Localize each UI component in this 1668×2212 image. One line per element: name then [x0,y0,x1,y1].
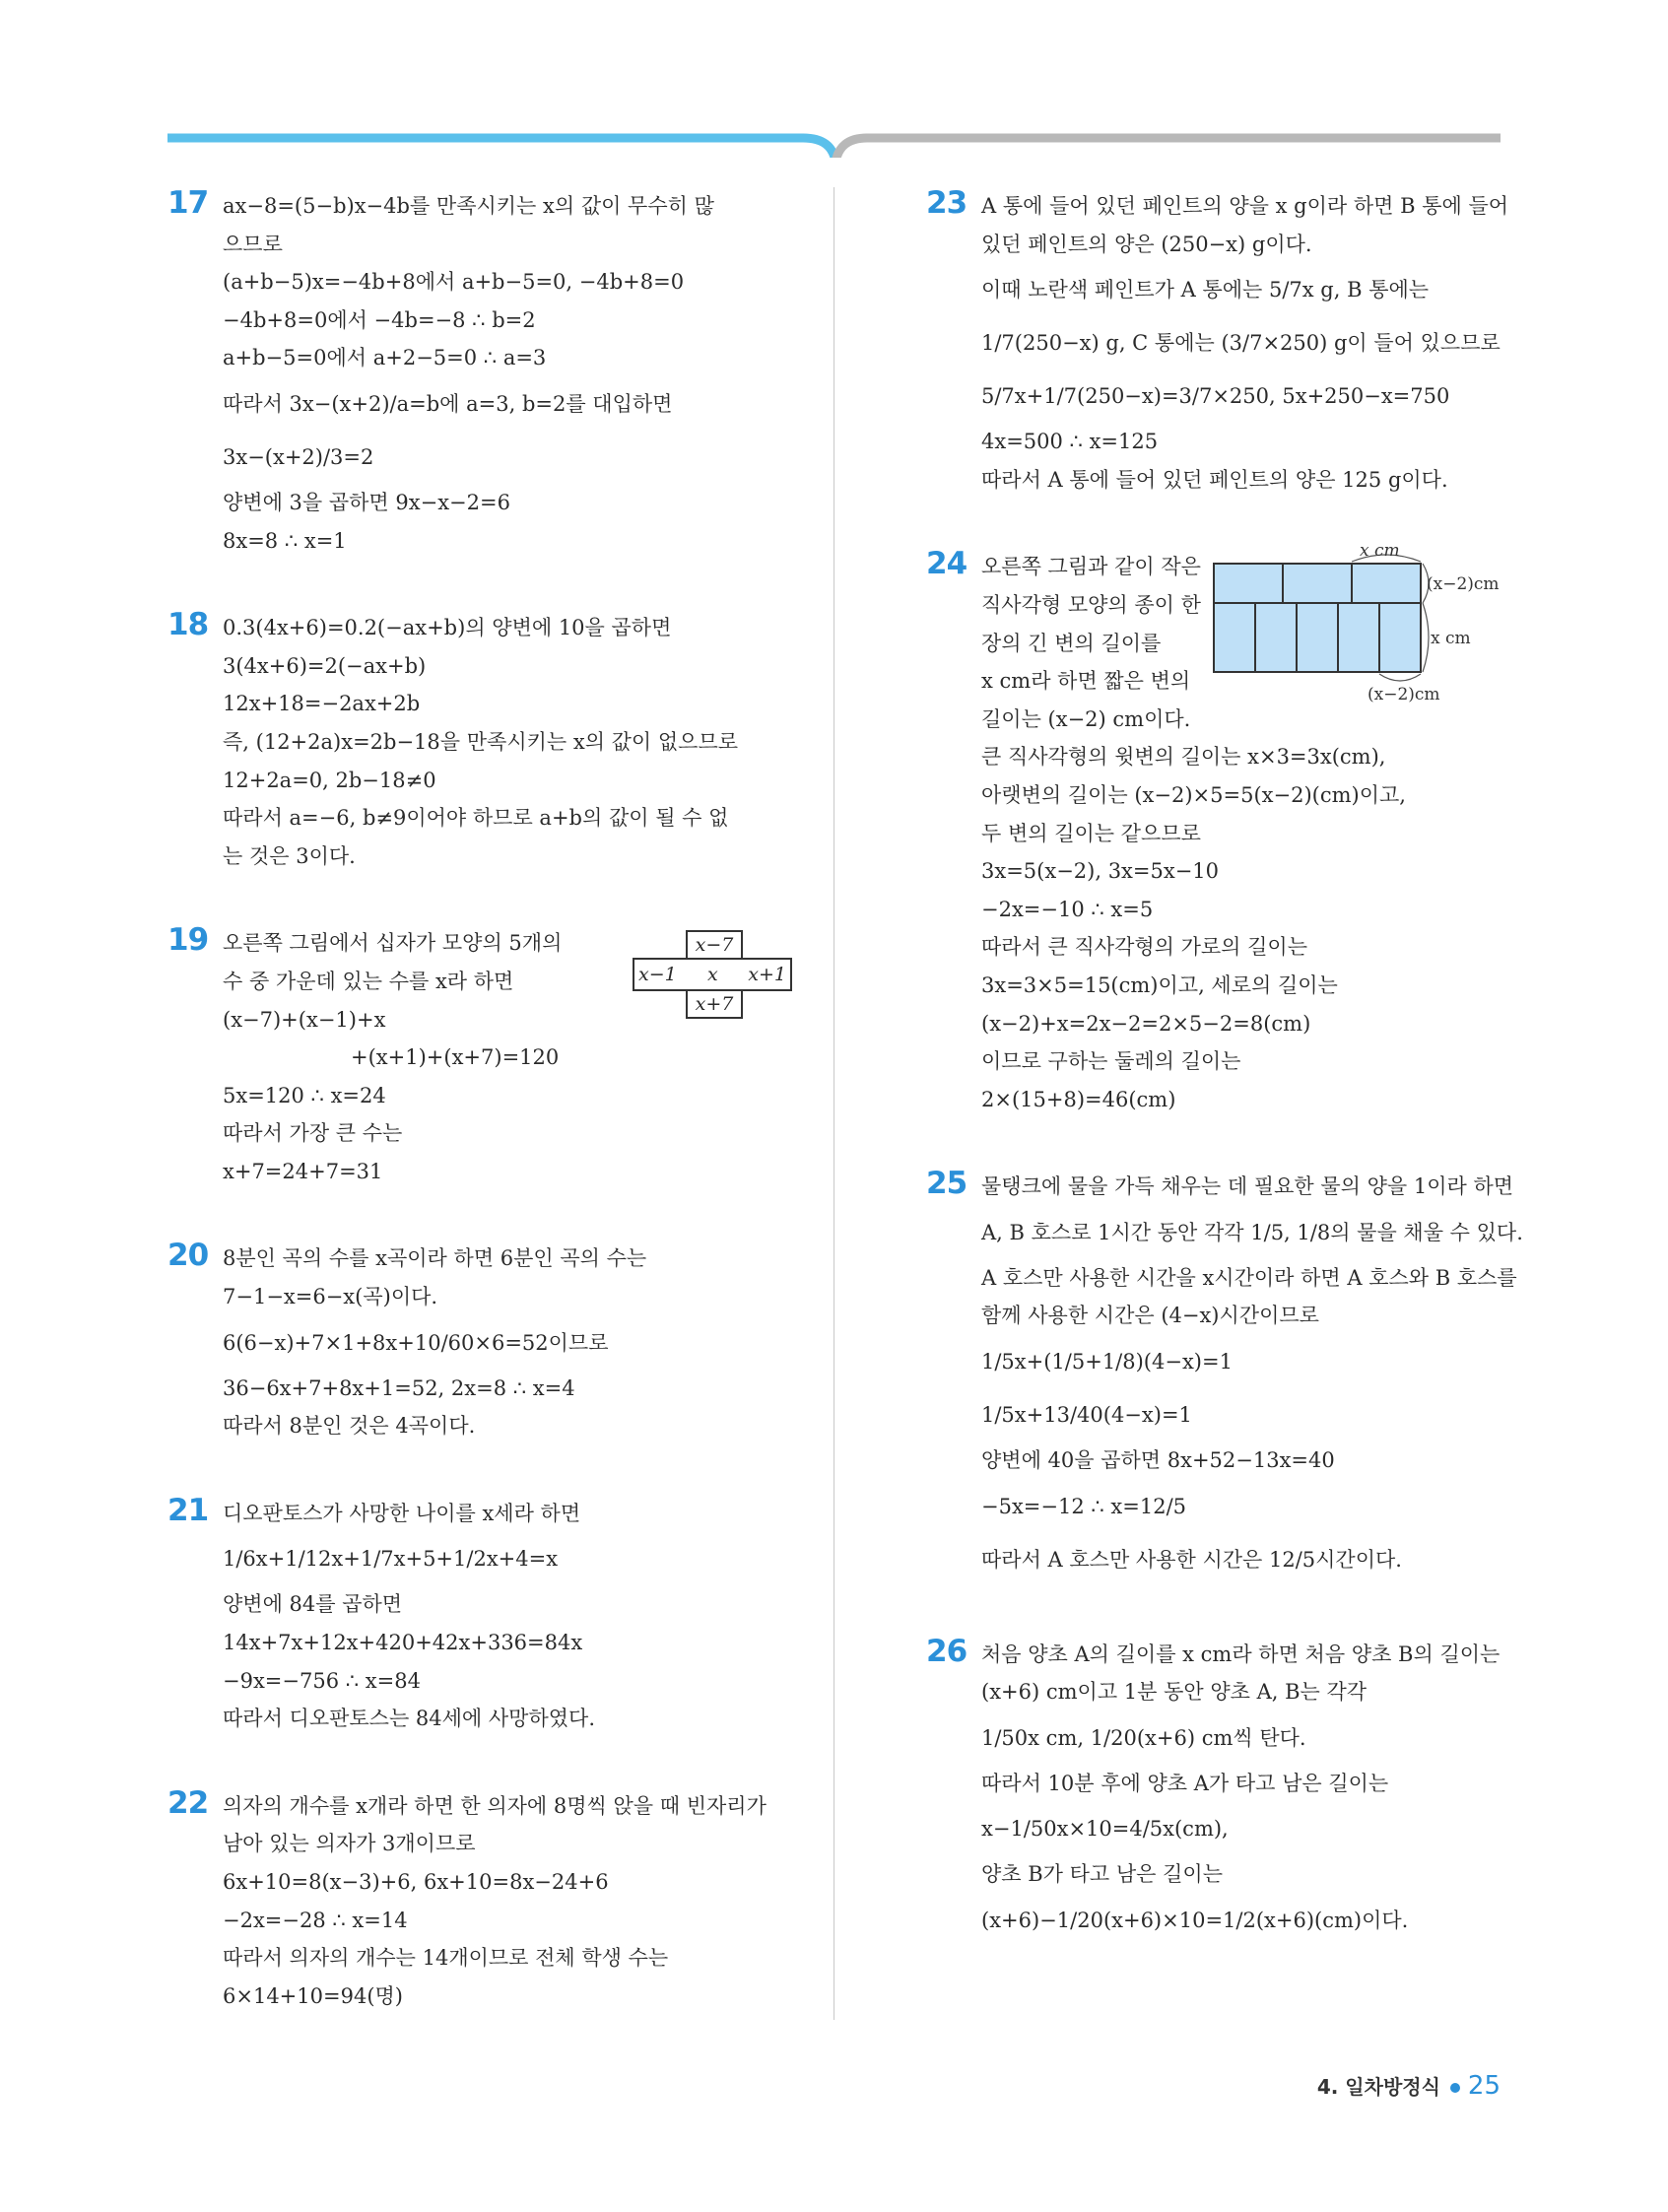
problem-22 [167,1784,798,2016]
solution-line: 5x=120 ∴ x=24 [223,1083,386,1107]
solution-line: 남아 있는 의자가 3개이므로 [223,1832,476,1856]
problem-26 [926,1633,1507,1947]
solution-line: 3x−(x+2)/3=2 [223,444,374,469]
label-bottom: (x−2)cm [1368,685,1440,705]
solution-line: 길이는 (x−2) cm이다. [981,706,1191,731]
solution-line: 12+2a=0, 2b−18≠0 [223,768,436,792]
bullet-icon [1450,2083,1460,2093]
solution-line: 따라서 큰 직사각형의 가로의 길이는 [981,935,1307,960]
rect-top-1 [1214,564,1283,603]
solution-line: 1/6x+1/12x+1/7x+5+1/2x+4=x [223,1547,559,1572]
problem-number: 23 [926,185,967,221]
rect-top-2 [1283,564,1352,603]
solution-line: x−1/50x×10=4/5x(cm), [981,1817,1229,1842]
solution-line: 1/5x+(1/5+1/8)(4−x)=1 [981,1350,1233,1374]
cross-bottom-cell: x+7 [686,989,743,1019]
solution-line: 따라서 a=−6, b≠9이어야 하므로 a+b의 값이 될 수 없 [223,806,729,831]
solution-line: 는 것은 3이다. [223,843,356,868]
rect-bot-2 [1255,603,1297,672]
problem-21 [167,1492,798,1738]
problem-25 [926,1166,1523,1585]
solution-line: (a+b−5)x=−4b+8에서 a+b−5=0, −4b+8=0 [223,270,685,295]
solution-line: 의자의 개수를 x개라 하면 한 의자에 8명씩 앉을 때 빈자리가 [223,1793,767,1818]
solution-line: 장의 긴 변의 길이를 [981,631,1162,655]
solution-line: 따라서 A 통에 들어 있던 페인트의 양은 125 g이다. [981,467,1448,492]
solution-line: −4b+8=0에서 −4b=−8 ∴ b=2 [223,307,536,332]
header-bar-right [835,138,1501,158]
problem-number: 25 [926,1166,967,1202]
solution-line: 14x+7x+12x+420+42x+336=84x [223,1631,583,1655]
rectangle-figure [1212,542,1507,709]
solution-line: 양초 B가 타고 남은 길이는 [981,1862,1223,1887]
solution-line: 이때 노란색 페인트가 A 통에는 5/7x g, B 통에는 [981,278,1430,302]
solution-line: x+7=24+7=31 [223,1159,383,1183]
solution-line: 큰 직사각형의 윗변의 길이는 x×3=3x(cm), [981,745,1386,770]
solution-line: −5x=−12 ∴ x=12/5 [981,1494,1187,1518]
problem-number: 18 [167,607,209,643]
label-right-top: (x−2)cm [1427,574,1500,595]
rect-bot-5 [1379,603,1421,672]
solution-line: 6(6−x)+7×1+8x+10/60×6=52이므로 [223,1330,609,1355]
page-footer [1317,2071,1501,2101]
solution-line: 4x=500 ∴ x=125 [981,430,1159,454]
solution-line: 0.3(4x+6)=0.2(−ax+b)의 양변에 10을 곱하면 [223,616,672,640]
solution-line: +(x+1)+(x+7)=120 [351,1045,560,1070]
left-column [167,187,798,2015]
rect-bot-3 [1297,603,1338,672]
solution-line: 따라서 의자의 개수는 14개이므로 전체 학생 수는 [223,1946,669,1971]
solution-line: (x−7)+(x−1)+x [223,1007,386,1032]
solution-line: 처음 양초 A의 길이를 x cm라 하면 처음 양초 B의 길이는 [981,1642,1501,1666]
solution-line: 5/7x+1/7(250−x)=3/7×250, 5x+250−x=750 [981,384,1450,409]
solution-line: A 호스만 사용한 시간을 x시간이라 하면 A 호스와 B 호스를 [981,1265,1517,1290]
solution-line: (x−2)+x=2x−2=2×5−2=8(cm) [981,1011,1311,1036]
problem-20 [167,1240,798,1444]
cross-middle-row [633,958,792,991]
brace-right-bottom [1423,603,1429,672]
solution-line: 2×(15+8)=46(cm) [981,1087,1176,1111]
problem-number: 21 [167,1492,209,1528]
solution-line: x cm라 하면 짧은 변의 [981,669,1191,694]
solution-line: −2x=−10 ∴ x=5 [981,897,1154,921]
rect-bot-4 [1338,603,1379,672]
problem-number: 17 [167,185,209,221]
solution-line: 아랫변의 길이는 (x−2)×5=5(x−2)(cm)이고, [981,782,1406,807]
solution-line: 3x=5(x−2), 3x=5x−10 [981,859,1220,884]
solution-line: 따라서 디오판토스는 84세에 사망하였다. [223,1707,595,1731]
solution-line: 오른쪽 그림에서 십자가 모양의 5개의 [223,931,563,956]
cross-top-cell: x−7 [686,930,743,960]
solution-line: 12x+18=−2ax+2b [223,692,421,716]
cross-right-cell: x+1 [748,964,786,986]
problem-18 [167,609,798,875]
solution-line: 따라서 8분인 것은 4곡이다. [223,1414,476,1439]
solution-line: 물탱크에 물을 가득 채우는 데 필요한 물의 양을 1이라 하면 [981,1174,1514,1199]
solution-line: 양변에 84를 곱하면 [223,1592,403,1617]
solution-line: 1/5x+13/40(4−x)=1 [981,1403,1192,1428]
solution-line: −2x=−28 ∴ x=14 [223,1908,408,1932]
solution-line: 6×14+10=94(명) [223,1983,403,2008]
solution-line: ax−8=(5−b)x−4b를 만족시키는 x의 값이 무수히 많 [223,194,714,218]
solution-line: 양변에 40을 곱하면 8x+52−13x=40 [981,1448,1335,1473]
cross-figure [633,930,792,1019]
solution-line: 디오판토스가 사망한 나이를 x세라 하면 [223,1501,581,1525]
solution-line: (x+6)−1/20(x+6)×10=1/2(x+6)(cm)이다. [981,1909,1409,1933]
solution-line: 즉, (12+2a)x=2b−18을 만족시키는 x의 값이 없으므로 [223,729,739,754]
solution-line: 수 중 가운데 있는 수를 x라 하면 [223,969,514,993]
cross-left-cell: x−1 [638,964,677,986]
solution-line: 3x=3×5=15(cm)이고, 세로의 길이는 [981,972,1338,997]
solution-line: A 통에 들어 있던 페인트의 양을 x g이라 하면 B 통에 들어 [981,194,1509,218]
solution-line: 있던 페인트의 양은 (250−x) g이다. [981,232,1312,256]
problem-number: 24 [926,546,967,582]
solution-line: 6x+10=8(x−3)+6, 6x+10=8x−24+6 [223,1870,609,1894]
solution-line: (x+6) cm이고 1분 동안 양초 A, B는 각각 [981,1680,1368,1705]
solution-line: 두 변의 길이는 같으므로 [981,821,1201,845]
solution-line: 8x=8 ∴ x=1 [223,528,347,553]
solution-line: 함께 사용한 시간은 (4−x)시간이므로 [981,1304,1319,1328]
problem-23 [926,187,1507,499]
solution-line: 7−1−x=6−x(곡)이다. [223,1285,438,1309]
solution-line: 따라서 3x−(x+2)/a=b에 a=3, b=2를 대입하면 [223,391,673,416]
solution-line: 으므로 [223,232,283,256]
rect-bot-1 [1214,603,1255,672]
solution-line: 따라서 가장 큰 수는 [223,1121,403,1146]
problem-19 [167,924,798,1190]
page-number: 25 [1467,2071,1501,2101]
problem-number: 26 [926,1633,967,1669]
solution-line: 1/50x cm, 1/20(x+6) cm씩 탄다. [981,1725,1306,1750]
solution-line: 36−6x+7+8x+1=52, 2x=8 ∴ x=4 [223,1375,575,1400]
solution-line: 1/7(250−x) g, C 통에는 (3/7×250) g이 들어 있으므로 [981,331,1501,356]
solution-line: 8분인 곡의 수를 x곡이라 하면 6분인 곡의 수는 [223,1246,647,1271]
cross-center-cell: x [707,964,718,986]
problem-number: 20 [167,1238,209,1274]
solution-line: 양변에 3을 곱하면 9x−x−2=6 [223,490,510,514]
problem-24 [926,542,1507,1118]
header-divider-bar [0,0,1668,158]
chapter-title: 4. 일차방정식 [1316,2075,1440,2099]
label-top: x cm [1360,542,1400,562]
solution-line: a+b−5=0에서 a+2−5=0 ∴ a=3 [223,346,547,370]
solution-line: −9x=−756 ∴ x=84 [223,1668,421,1693]
solution-line: 3(4x+6)=2(−ax+b) [223,653,427,678]
label-right-bottom: x cm [1431,629,1471,649]
problem-number: 19 [167,922,209,959]
solution-line: 이므로 구하는 둘레의 길이는 [981,1049,1241,1074]
header-bar-left [167,138,835,158]
problem-number: 22 [167,1784,209,1821]
brace-bottom [1379,674,1421,681]
solution-line: A, B 호스로 1시간 동안 각각 1/5, 1/8의 물을 채울 수 있다. [981,1220,1523,1244]
solution-line: 직사각형 모양의 종이 한 [981,592,1201,617]
rect-top-3 [1352,564,1421,603]
right-column [926,185,1523,1947]
solution-line: 따라서 10분 후에 양초 A가 타고 남은 길이는 [981,1771,1389,1795]
solution-line: 오른쪽 그림과 같이 작은 [981,555,1201,579]
solution-line: 따라서 A 호스만 사용한 시간은 12/5시간이다. [981,1547,1402,1572]
problem-17 [167,187,798,560]
